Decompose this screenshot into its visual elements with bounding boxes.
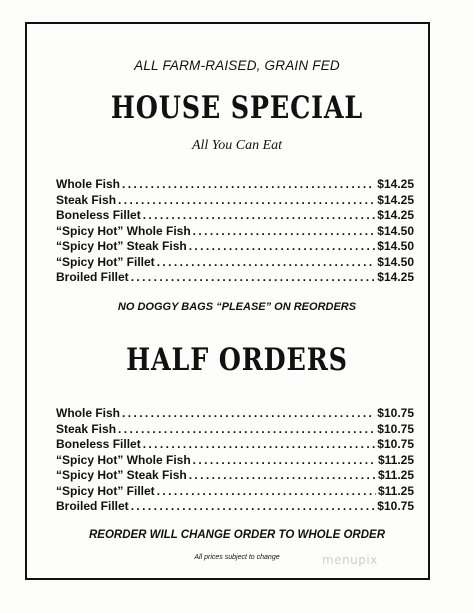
dot-leader [143, 208, 376, 222]
menu-item-name: “Spicy Hot” Fillet [56, 254, 155, 269]
menu-item-price: $14.25 [377, 208, 414, 222]
menu-item-row [56, 270, 414, 286]
menu-item-name: Whole Fish [56, 177, 120, 191]
menu-item-row [56, 484, 414, 500]
menu-item-row [56, 468, 414, 484]
dot-leader [118, 193, 375, 207]
farm-raised-tagline: ALL FARM-RAISED, GRAIN FED [134, 58, 340, 73]
menu-item-name: Steak Fish [56, 192, 117, 207]
menu-item-name: Boneless Fillet [56, 208, 141, 222]
menu-item-name: “Spicy Hot” Whole Fish [56, 223, 191, 238]
menu-item-row [56, 193, 414, 209]
dot-leader [193, 453, 376, 467]
menu-item-name: “Spicy Hot” Whole Fish [56, 452, 191, 467]
dot-leader [131, 499, 376, 513]
menu-item-row [56, 437, 414, 453]
menu-item-price: $10.75 [377, 437, 414, 451]
dot-leader [122, 406, 375, 420]
reorder-notice: REORDER WILL CHANGE ORDER TO WHOLE ORDER [88, 529, 386, 541]
menu-item-price: $10.75 [377, 421, 414, 436]
prices-subject-to-change-note: All prices subject to change [194, 554, 280, 561]
menu-item-row [56, 208, 414, 224]
menu-item-price: $10.75 [377, 499, 414, 513]
half-orders-list [56, 406, 414, 515]
dot-leader [118, 422, 375, 436]
menu-item-name: “Spicy Hot” Fillet [56, 483, 155, 498]
menu-item-row [56, 406, 414, 422]
menu-item-price: $14.25 [377, 177, 414, 191]
menu-item-row [56, 177, 414, 193]
menu-item-price: $14.25 [377, 192, 414, 207]
menu-item-name: Steak Fish [56, 421, 117, 436]
menu-item-price: $11.25 [377, 468, 414, 482]
menu-item-price: $14.50 [377, 239, 414, 253]
dot-leader [189, 239, 376, 253]
dot-leader [193, 224, 376, 238]
menu-item-row [56, 422, 414, 438]
house-special-list [56, 177, 414, 286]
dot-leader [122, 177, 375, 191]
dot-leader [143, 437, 376, 451]
menu-item-row [56, 453, 414, 469]
menu-item-price: $11.25 [377, 452, 414, 467]
menu-item-row [56, 255, 414, 271]
menu-item-price: $14.50 [377, 254, 414, 269]
menu-item-name: Boneless Fillet [56, 437, 141, 451]
menu-item-price: $11.25 [377, 483, 414, 498]
menu-item-name: “Spicy Hot” Steak Fish [56, 239, 187, 253]
dot-leader [157, 484, 376, 498]
menu-item-row [56, 239, 414, 255]
house-special-heading: HOUSE SPECIAL [110, 90, 364, 126]
dot-leader [189, 468, 376, 482]
menu-item-price: $14.25 [377, 270, 414, 284]
dot-leader [157, 255, 376, 269]
menu-item-name: Whole Fish [56, 406, 120, 420]
menu-item-name: Broiled Fillet [56, 499, 129, 513]
dot-leader [131, 270, 376, 284]
menu-item-name: “Spicy Hot” Steak Fish [56, 468, 187, 482]
half-orders-heading: HALF ORDERS [126, 342, 348, 378]
menu-item-name: Broiled Fillet [56, 270, 129, 284]
menu-item-price: $10.75 [377, 406, 414, 420]
menu-item-price: $14.50 [377, 223, 414, 238]
all-you-can-eat-subtitle: All You Can Eat [191, 138, 283, 153]
no-doggy-bags-notice: NO DOGGY BAGS “PLEASE” ON REORDERS [117, 301, 357, 313]
menupix-watermark: menupix [322, 553, 378, 567]
menu-item-row [56, 499, 414, 515]
menu-item-row [56, 224, 414, 240]
